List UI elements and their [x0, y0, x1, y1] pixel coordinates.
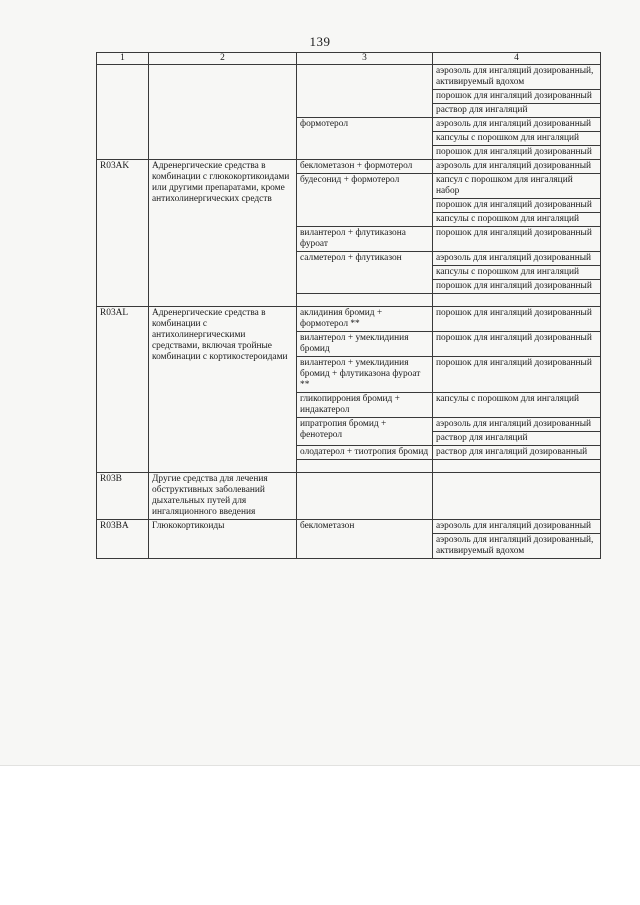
- dosage-form: порошок для ингаляций дозированный: [433, 199, 601, 213]
- header-row: [97, 53, 601, 65]
- atc-code: R03BA: [97, 520, 149, 559]
- header-col-4: 4: [433, 53, 601, 65]
- empty-cell: [433, 460, 601, 473]
- dosage-form: порошок для ингаляций дозированный: [433, 280, 601, 294]
- dosage-form: аэрозоль для ингаляций дозированный: [433, 418, 601, 432]
- drug-name: беклометазон + формотерол: [297, 160, 433, 174]
- atc-group-name: Адренергические средства в комбинации с антихолинергическими средствами, включая тройные комбинации с кортикостероидами: [149, 307, 297, 473]
- dosage-form: раствор для ингаляций дозированный: [433, 446, 601, 460]
- atc-group-name: Адренергические средства в комбинации с глюкокортикоидами или другими препаратами, кроме антихолинергических средств: [149, 160, 297, 307]
- drug-name: олодатерол + тиотропия бромид: [297, 446, 433, 460]
- drug-table-container: [96, 52, 600, 559]
- dosage-form: порошок для ингаляций дозированный: [433, 227, 601, 252]
- dosage-form: раствор для ингаляций: [433, 104, 601, 118]
- drug-name: вилантерол + флутиказона фуроат: [297, 227, 433, 252]
- dosage-form: капсулы с порошком для ингаляций: [433, 132, 601, 146]
- drug-name: формотерол: [297, 118, 433, 160]
- table-row: [97, 307, 601, 332]
- dosage-form: раствор для ингаляций: [433, 432, 601, 446]
- dosage-form: капсул с порошком для ингаляций набор: [433, 174, 601, 199]
- dosage-form: порошок для ингаляций дозированный: [433, 357, 601, 393]
- continuation-code: [97, 65, 149, 160]
- empty-cell: [297, 473, 433, 520]
- drug-name: вилантерол + умеклидиния бромид: [297, 332, 433, 357]
- drug-name: аклидиния бромид + формотерол **: [297, 307, 433, 332]
- atc-group-name: Другие средства для лечения обструктивных заболеваний дыхательных путей для ингаляционного введения: [149, 473, 297, 520]
- drug-name: будесонид + формотерол: [297, 174, 433, 227]
- table-row: [97, 520, 601, 534]
- empty-cell: [433, 473, 601, 520]
- dosage-form: аэрозоль для ингаляций дозированный: [433, 160, 601, 174]
- drug-name: салметерол + флутиказон: [297, 252, 433, 294]
- dosage-form: аэрозоль для ингаляций дозированный: [433, 252, 601, 266]
- atc-group-name: Глюкокортикоиды: [149, 520, 297, 559]
- dosage-form: порошок для ингаляций дозированный: [433, 146, 601, 160]
- continuation-drug-prev: [297, 65, 433, 118]
- table-row: [97, 160, 601, 174]
- table-row: [97, 65, 601, 90]
- drug-table: [96, 52, 601, 559]
- drug-name: вилантерол + умеклидиния бромид + флутиказона фуроат **: [297, 357, 433, 393]
- dosage-form: аэрозоль для ингаляций дозированный: [433, 118, 601, 132]
- header-col-2: 2: [149, 53, 297, 65]
- dosage-form: аэрозоль для ингаляций дозированный, активируемый вдохом: [433, 534, 601, 559]
- drug-name: беклометазон: [297, 520, 433, 559]
- drug-name: гликопиррония бромид + индакатерол: [297, 393, 433, 418]
- dosage-form: капсулы с порошком для ингаляций: [433, 213, 601, 227]
- dosage-form: порошок для ингаляций дозированный: [433, 307, 601, 332]
- atc-code: R03AK: [97, 160, 149, 307]
- empty-cell: [297, 294, 433, 307]
- header-col-3: 3: [297, 53, 433, 65]
- header-col-1: 1: [97, 53, 149, 65]
- table-row: [97, 473, 601, 520]
- dosage-form: аэрозоль для ингаляций дозированный, активируемый вдохом: [433, 65, 601, 90]
- dosage-form: капсулы с порошком для ингаляций: [433, 393, 601, 418]
- empty-cell: [297, 460, 433, 473]
- atc-code: R03B: [97, 473, 149, 520]
- dosage-form: аэрозоль для ингаляций дозированный: [433, 520, 601, 534]
- page-number: 139: [309, 34, 331, 49]
- dosage-form: капсулы с порошком для ингаляций: [433, 266, 601, 280]
- empty-cell: [433, 294, 601, 307]
- continuation-name: [149, 65, 297, 160]
- drug-name: ипратропия бромид + фенотерол: [297, 418, 433, 446]
- dosage-form: порошок для ингаляций дозированный: [433, 332, 601, 357]
- dosage-form: порошок для ингаляций дозированный: [433, 90, 601, 104]
- atc-code: R03AL: [97, 307, 149, 473]
